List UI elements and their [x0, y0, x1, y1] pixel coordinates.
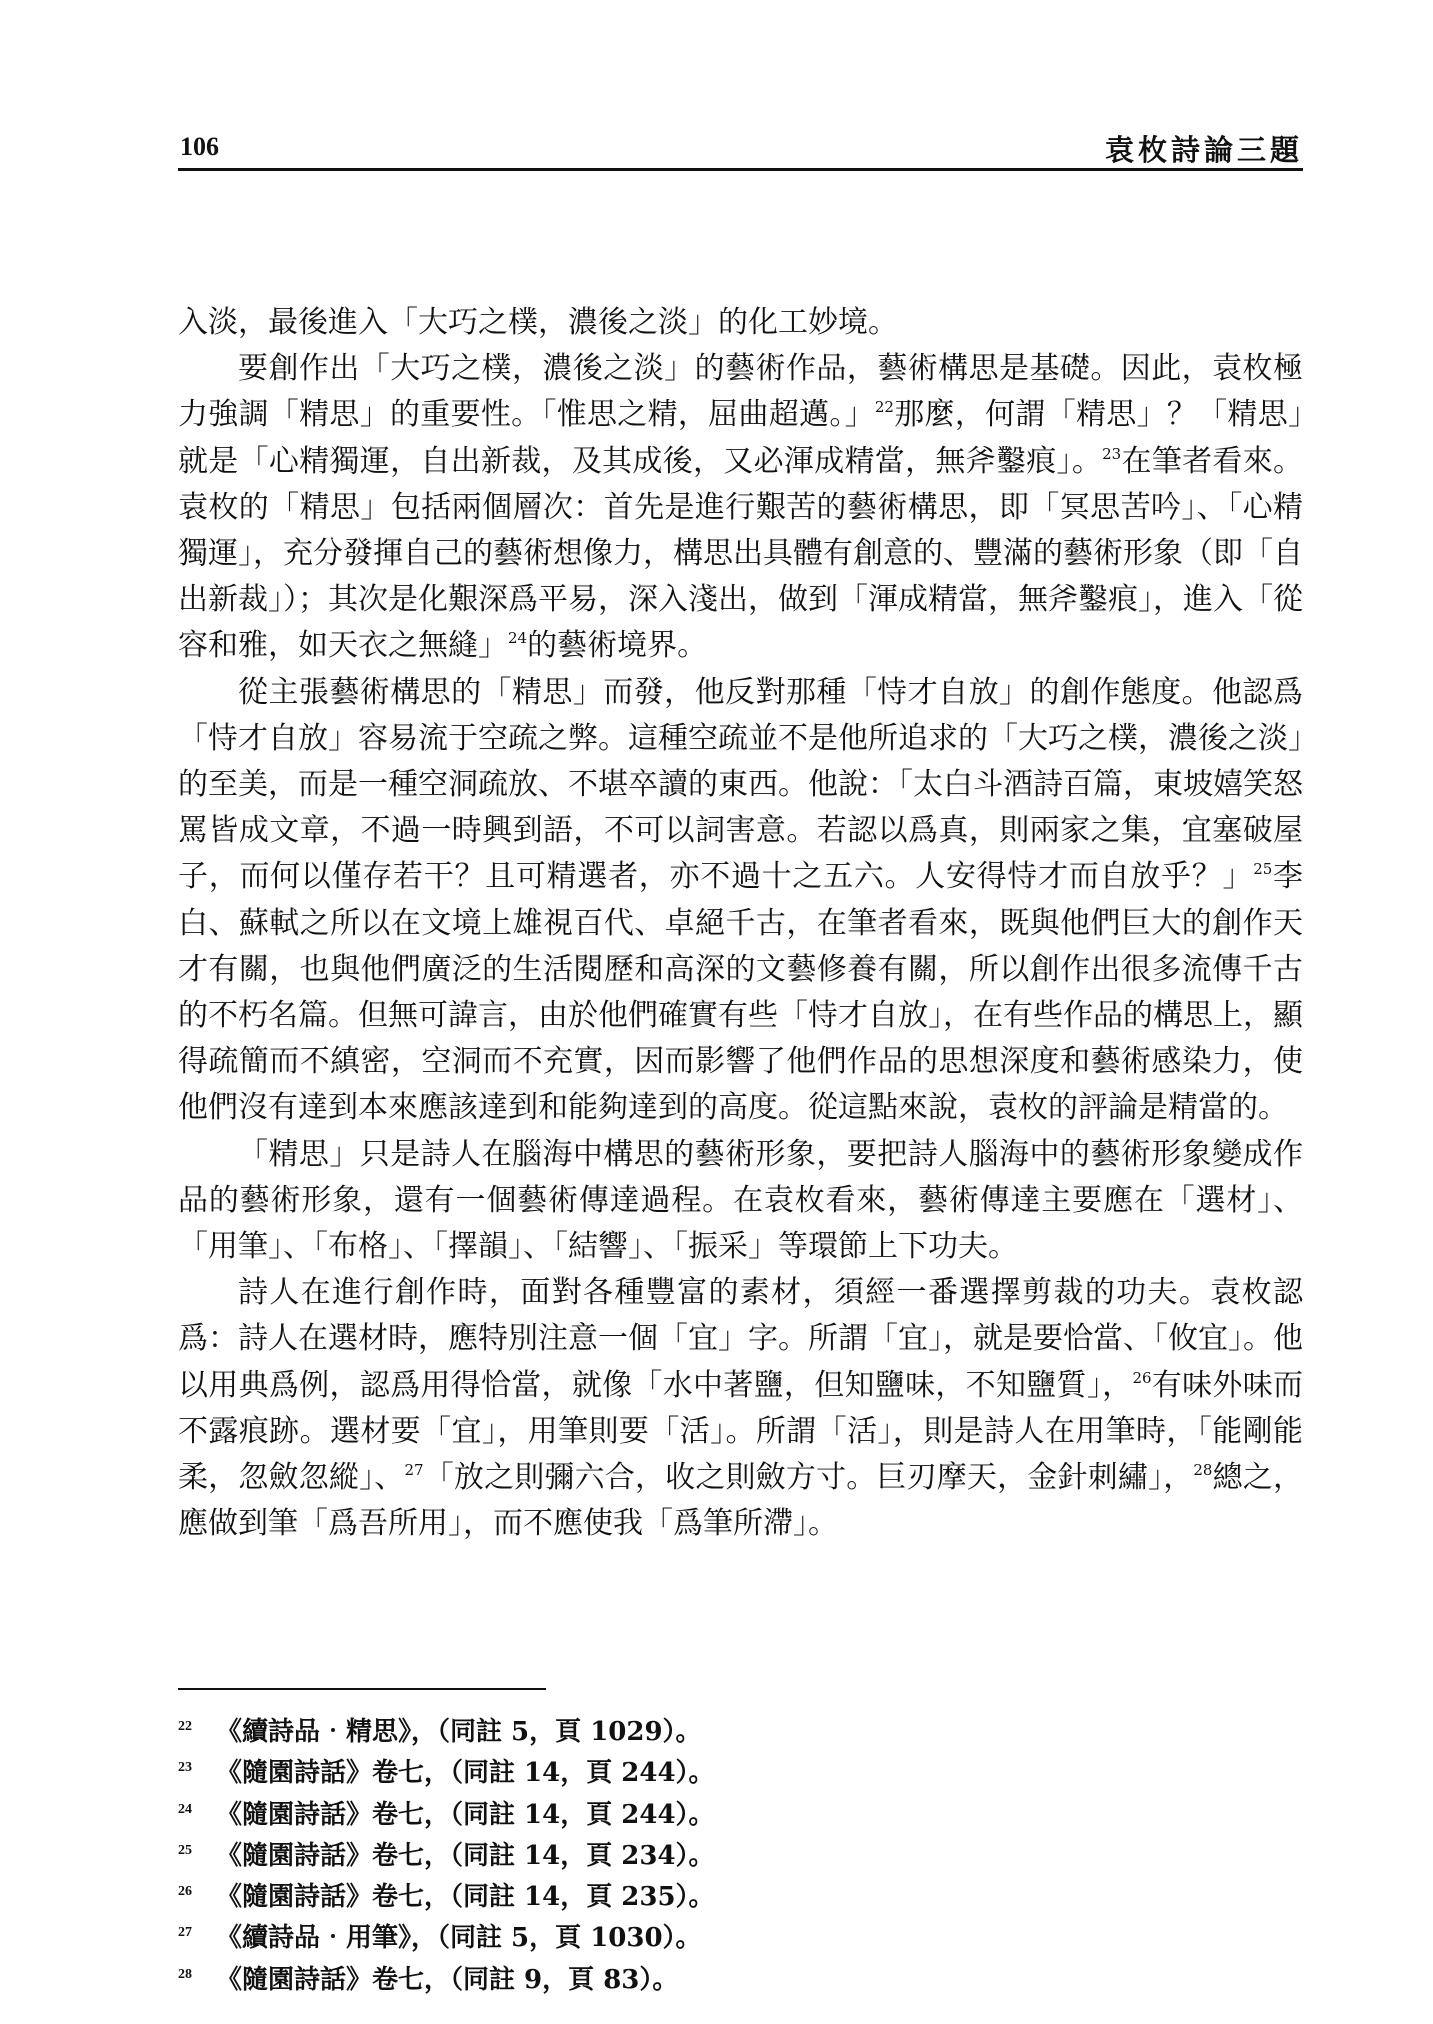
paragraph-text: 詩人在進行創作時，面對各種豐富的素材，須經一番選擇剪裁的功夫。袁枚認爲：詩人在選材時，應特別注意一個「宜」字。所謂「宜」，就是要恰當、「攸宜」。他以用典爲例，認爲用得恰當，就像「水中著鹽，但知鹽味，不知鹽質」， — [178, 1275, 1303, 1403]
paragraph — [178, 346, 1303, 669]
footnote-text: 《續詩品‧用筆》，（同註 5，頁 1030）。 — [216, 1923, 702, 1954]
footnote-separator — [178, 1688, 546, 1690]
paragraph — [178, 300, 1303, 346]
footnote-text: 《隨園詩話》卷七，（同註 14，頁 244）。 — [216, 1799, 715, 1830]
footnote-item: 25 《隨園詩話》卷七，（同註 14，頁 234）。 — [178, 1840, 715, 1871]
footnote-item: 28 《隨園詩話》卷七，（同註 9，頁 83）。 — [178, 1964, 679, 1995]
paragraph — [178, 1270, 1303, 1547]
body-text — [178, 300, 1303, 1547]
running-title: 袁枚詩論三題 — [1104, 133, 1303, 167]
footnote-ref: 23 — [1102, 444, 1122, 463]
footnote-item: 23 《隨園詩話》卷七，（同註 14，頁 244）。 — [178, 1758, 715, 1789]
paragraph-text: 有味外味而不露痕跡。選材要「宜」，用筆則要「活」。所謂「活」，則是詩人在用筆時，「能剛能柔，忽斂忽縱」、 — [178, 1367, 1304, 1496]
paragraph-text: 「精思」只是詩人在腦海中構思的藝術形象，要把詩人腦海中的藝術形象變成作品的藝術形象，還有一個藝術傳達過程。在袁枚看來，藝術傳達主要應在「選材」、「用筆」、「布格」、「擇韻」、「結響」、「振采」等環節上下功夫。 — [178, 1136, 1303, 1265]
footnote-ref: 28 — [1193, 1461, 1213, 1480]
paragraph-text: 那麼，何謂「精思」？「精思」就是「心精獨運，自出新裁，及其成後，又必渾成精當，無斧鑿痕」。 — [178, 397, 1304, 479]
footnote-ref: 24 — [508, 629, 528, 648]
header-rule — [178, 168, 1303, 171]
footnote-ref: 25 — [1253, 860, 1273, 879]
paragraph-text: 「放之則彌六合，收之則斂方寸。巨刃摩天，金針刺繡」， — [423, 1460, 1194, 1496]
paragraph-text: 入淡，最後進入「大巧之樸，濃後之淡」的化工妙境。 — [178, 305, 898, 340]
footnote-text: 《隨園詩話》卷七，（同註 14，頁 234）。 — [216, 1840, 715, 1871]
footnote-item: 24 《隨園詩話》卷七，（同註 14，頁 244）。 — [178, 1799, 715, 1830]
footnote-ref: 22 — [874, 398, 894, 417]
paragraph-text: 總之，應做到筆「爲吾所用」，而不應使我「爲筆所滯」。 — [178, 1460, 1304, 1542]
paragraph-text: 在筆者看來。袁枚的「精思」包括兩個層次：首先是進行艱苦的藝術構思，即「冥思苦吟」、「心精獨運」，充分發揮自己的藝術想像力，構思出具體有創意的、豐滿的藝術形象（即「自出新裁」）；其次是化艱深爲平易，深入淺出，做到「渾成精當，無斧鑿痕」，進入「從容和雅，如天衣之無縫」 — [178, 443, 1304, 664]
footnotes — [178, 1712, 1078, 2001]
footnote-ref: 27 — [404, 1461, 424, 1480]
footnote-text: 《隨園詩話》卷七，（同註 14，頁 235）。 — [216, 1882, 715, 1913]
footnote-item: 27 《續詩品‧用筆》，（同註 5，頁 1030）。 — [178, 1923, 702, 1954]
footnote-item: 22 《續詩品‧精思》，（同註 5，頁 1029）。 — [178, 1717, 702, 1747]
paragraph — [178, 1132, 1303, 1271]
page-number: 106 — [180, 132, 219, 161]
paragraph — [178, 670, 1303, 1132]
paragraph-text: 的藝術境界。 — [527, 628, 708, 664]
paragraph-text: 李白、蘇軾之所以在文境上雄視百代、卓絕千古，在筆者看來，既與他們巨大的創作天才有關，也與他們廣泛的生活閱歷和高深的文藝修養有關，所以創作出很多流傳千古的不朽名篇。但無可諱言，由於他們確實有些「恃才自放」，在有些作品的構思上，顯得疏簡而不縝密，空洞而不充實，因而影響了他們作品的思想深度和藝術感染力，使他們沒有達到本來應該達到和能夠達到的高度。從這點來說，袁枚的評論是精當的。 — [178, 859, 1304, 1126]
paragraph-text: 從主張藝術構思的「精思」而發，他反對那種「恃才自放」的創作態度。他認爲「恃才自放」容易流于空疏之弊。這種空疏並不是他所追求的「大巧之樸，濃後之淡」的至美，而是一種空洞疏放、不堪卒讀的東西。他說：「太白斗酒詩百篇，東坡嬉笑怒罵皆成文章，不過一時興到語，不可以詞害意。若認以爲真，則兩家之集，宜塞破屋子，而何以僅存若干？且可精選者，亦不過十之五六。人安得恃才而自放乎？」 — [178, 674, 1303, 895]
paragraph-text: 要創作出「大巧之樸，濃後之淡」的藝術作品，藝術構思是基礎。因此，袁枚極力強調「精思」的重要性。「惟思之精，屈曲超邁。」 — [178, 351, 1303, 433]
footnote-text: 《隨園詩話》卷七，（同註 9，頁 83）。 — [216, 1964, 679, 1995]
footnote-item: 26 《隨園詩話》卷七，（同註 14，頁 235）。 — [178, 1882, 715, 1913]
footnote-ref: 26 — [1132, 1368, 1152, 1387]
footnote-text: 《隨園詩話》卷七，（同註 14，頁 244）。 — [216, 1758, 715, 1789]
footnote-text: 《續詩品‧精思》，（同註 5，頁 1029）。 — [216, 1717, 702, 1747]
